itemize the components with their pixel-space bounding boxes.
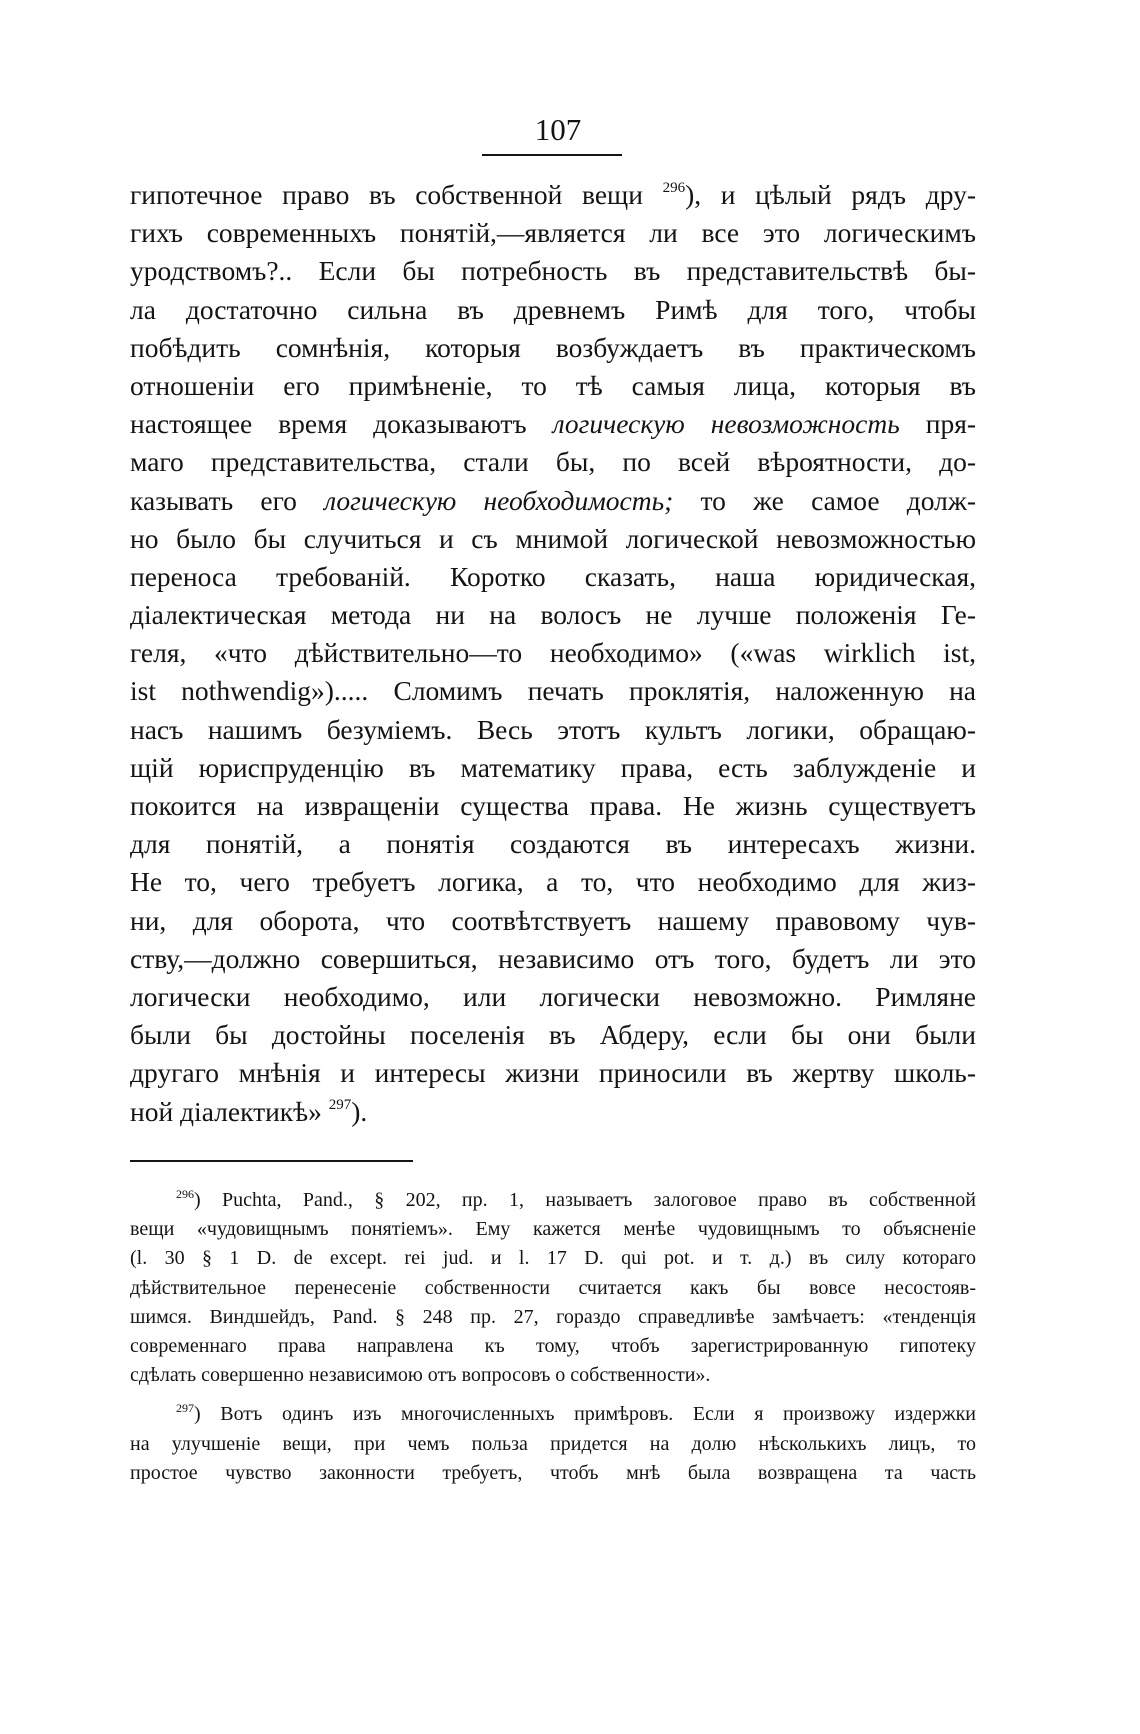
body-line: ist nothwendig»)..... Сломимъ печать проклятія, наложенную на xyxy=(130,675,976,707)
footnote-divider xyxy=(130,1160,413,1162)
footnote-line: дѣйствительное перенесеніе собственности считается какъ бы вовсе несостояв- xyxy=(130,1276,976,1299)
body-line: ству,—должно совершиться, независимо отъ того, будетъ ли это xyxy=(130,942,976,974)
body-line: логически необходимо, или логически невозможно. Римляне xyxy=(130,980,976,1012)
footnote-297 xyxy=(130,1400,976,1488)
body-line: другаго мнѣнія и интересы жизни приносили въ жертву школь- xyxy=(130,1057,976,1089)
body-line: діалектическая метода ни на волосъ не лучше положенія Ге- xyxy=(130,599,976,631)
body-line: переноса требованій. Коротко сказать, наша юридическая, xyxy=(130,560,976,592)
footnotes xyxy=(130,1186,976,1488)
body-line: Не то, чего требуетъ логика, а то, что необходимо для жиз- xyxy=(130,866,976,898)
body-line: для понятій, а понятія создаются въ интересахъ жизни. xyxy=(130,828,976,860)
footnote-marker: 296 xyxy=(176,1187,194,1201)
body-line: казывать его логическую необходимость; то же самое долж- xyxy=(130,484,976,516)
footnote-line: вещи «чудовищнымъ понятіемъ». Ему кажется менѣе чудовищнымъ то объясненіе xyxy=(130,1218,976,1241)
body-line: но было бы случиться и съ мнимой логической невозможностью xyxy=(130,522,976,554)
body-line: гихъ современныхъ понятій,—является ли все это логическимъ xyxy=(130,217,976,249)
body-line: ни, для оборота, что соотвѣтствуетъ нашему правовому чув- xyxy=(130,904,976,936)
body-line: щій юриспруденцію въ математику права, есть заблужденіе и xyxy=(130,751,976,783)
body-line: ной діалектикѣ» $^{297}$). xyxy=(130,1095,368,1127)
body-line: покоится на извращеніи существа права. Не жизнь существуетъ xyxy=(130,790,976,821)
body-line: гипотечное право въ собственной вещи $^{296}$), и цѣлый рядъ дру- xyxy=(130,179,976,210)
footnote-line: (l. 30 § 1 D. de except. rei jud. и l. 17 D. qui pot. и т. д.) въ силу котораго xyxy=(130,1247,976,1270)
italic-phrase: логическую необходимость; xyxy=(324,484,674,516)
main-text xyxy=(130,176,976,1131)
body-line: насъ нашимъ безуміемъ. Весь этотъ культъ логики, обращаю- xyxy=(130,713,976,745)
footnote-line: простое чувство законности требуетъ, чтобъ мнѣ была возвращена та часть xyxy=(130,1461,976,1484)
page-number: 107 xyxy=(534,112,582,147)
body-line: настоящее время доказываютъ логическую невозможность пря- xyxy=(130,408,976,440)
footnote-ref-297[interactable]: 297 xyxy=(328,1096,352,1113)
italic-phrase: логическую невозможность xyxy=(552,408,900,440)
body-line: уродствомъ?.. Если бы потребность въ представительствѣ бы- xyxy=(130,255,976,287)
body-line: были бы достойны поселенія въ Абдеру, если бы они были xyxy=(130,1019,976,1051)
footnote-marker: 297 xyxy=(176,1401,194,1416)
body-line: ла достаточно сильна въ древнемъ Римѣ для того, чтобы xyxy=(130,293,976,325)
footnote-line: $^{297}$) Вотъ одинъ изъ многочисленныхъ примѣровъ. Если я произвожу издержки xyxy=(176,1401,976,1426)
footnote-ref-296[interactable]: 296 xyxy=(662,180,686,196)
body-line: маго представительства, стали бы, по всей вѣроятности, до- xyxy=(130,446,976,478)
body-line: побѣдить сомнѣнія, которыя возбуждаетъ въ практическомъ xyxy=(130,331,976,363)
footnote-296 xyxy=(130,1186,976,1390)
footnote-line: на улучшеніе вещи, при чемъ польза придется на долю нѣсколькихъ лицъ, то xyxy=(130,1432,976,1455)
footnote-line: шимся. Виндшейдъ, Pand. § 248 пр. 27, гораздо справедливѣе замѣчаетъ: «тенденція xyxy=(130,1305,976,1328)
page-number-rule xyxy=(482,154,622,156)
footnote-line: $^{296}$) Puchta, Pand., § 202, пр. 1, называетъ залоговое право въ собственной xyxy=(176,1187,976,1211)
body-line: отношеніи его примѣненіе, то тѣ самыя лица, которыя въ xyxy=(130,369,976,401)
footnote-line: сдѣлать совершенно независимою отъ вопросовъ о собственности». xyxy=(130,1364,711,1387)
body-line: геля, «что дѣйствительно—то необходимо» («was wirklich ist, xyxy=(130,637,976,669)
footnote-line: современнаго права направлена къ тому, чтобъ зарегистрированную гипотеку xyxy=(130,1334,976,1357)
